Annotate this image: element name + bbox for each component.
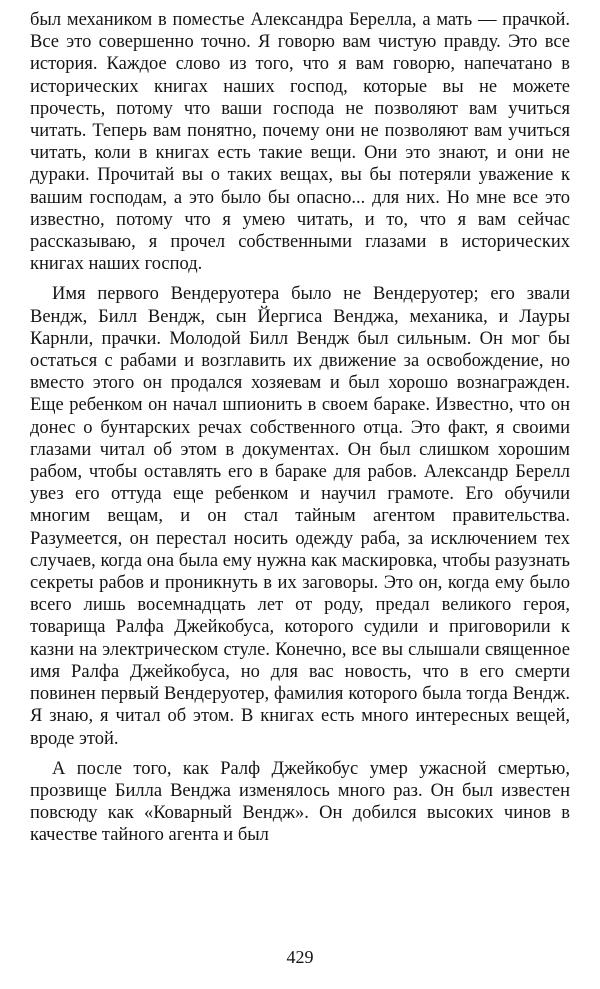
paragraph: А после того, как Ралф Джейкобус умер ужасной смертью, прозвище Билла Венджа изменялось много раз. Он был известен повсюду как «Коварный Вендж». Он добился высоких чинов в качестве тайного агента и был [30,758,570,846]
paragraph: Имя первого Вендеруотера было не Вендеруотер; его звали Вендж, Билл Вендж, сын Йергиса Венджа, механика, и Лауры Карнли, прачки. Молодой Билл Вендж был сильным. Он мог бы остаться с рабами и возглавить их движение за освобождение, но вместо этого он продался хозяевам и был хорошо вознагражден. Еще ребенком он начал шпионить в своем бараке. Известно, что он донес о бунтарских речах собственного отца. Это факт, я своими глазами читал об этом в документах. Он был слишком хорошим рабом, чтобы оставлять его в бараке для рабов. Александр Берелл увез его оттуда еще ребенком и научил грамоте. Его обучили многим вещам, и он стал тайным агентом правительства. Разумеется, он перестал носить одежду раба, за исключением тех случаев, когда она была ему нужна как маскировка, чтобы разузнать секреты рабов и проникнуть в их заговоры. Это он, когда ему было всего лишь восемнадцать лет от роду, предал великого героя, товарища Ралфа Джейкобуса, которого судили и приговорили к казни на электрическом стуле. Конечно, все вы слышали священное имя Ралфа Джейкобуса, но для вас новость, что в его смерти повинен первый Вендеруотер, фамилия которого была тогда Вендж. Я знаю, я читал об этом. В книгах есть много интересных вещей, вроде этой. [30,284,570,749]
page-number: 429 [286,947,314,967]
paragraph-continued: был механиком в поместье Александра Берелла, а мать — прачкой. Все это совершенно точно. Я говорю вам чистую правду. Это все история. Каждое слово из того, что я вам говорю, напечатано в исторических книгах наших господ, которые вы не можете прочесть, потому что ваши господа не позволяют вам учиться читать. Теперь вам понятно, почему они не позволяют вам учиться читать, коли в книгах есть такие вещи. Они это знают, и они не дураки. Прочитай вы о таких вещах, вы бы потеряли уважение к вашим господам, а это было бы опасно... для них. Но мне все это известно, потому что я умею читать, и то, что я вам сейчас рассказываю, я прочел собственными глазами в исторических книгах наших господ. [30,10,570,275]
book-page [30,0,570,989]
